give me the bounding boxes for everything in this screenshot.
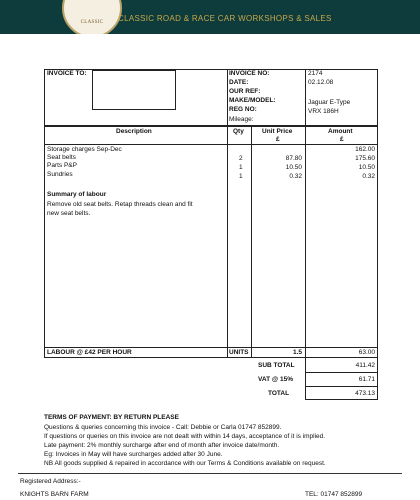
date-value: 02.12.08 xyxy=(308,79,334,86)
total-value: 473.13 xyxy=(355,390,375,397)
address-line: KNIGHTS BARN FARM xyxy=(20,491,89,498)
make-model-value: Jaguar E-Type xyxy=(308,99,351,106)
labour-label: LABOUR @ £42 PER HOUR xyxy=(47,349,132,356)
row-qty: 1 xyxy=(239,173,243,180)
row-description: Sundries xyxy=(47,171,73,178)
column-divider xyxy=(251,126,252,358)
labour-rule xyxy=(44,347,378,348)
company-banner xyxy=(0,0,420,34)
header-rule xyxy=(44,144,378,145)
column-divider xyxy=(305,126,306,358)
row-unit-price: 10.50 xyxy=(285,164,302,171)
terms-line: Late payment: 2% monthly surcharge after end of month after invoice date/month. xyxy=(44,442,280,449)
totals-rule xyxy=(305,386,378,387)
make-model-label: MAKE/MODEL: xyxy=(229,97,276,104)
subtotal-value: 411.42 xyxy=(355,362,375,369)
our-ref-label: OUR REF: xyxy=(229,88,261,95)
unit-price-currency: £ xyxy=(276,136,280,143)
totals-rule xyxy=(305,372,378,373)
amount-header: Amount xyxy=(328,128,353,135)
date-label: DATE: xyxy=(229,79,249,86)
summary-line: new seat belts. xyxy=(47,210,91,217)
registered-address-label: Registered Address:- xyxy=(20,478,81,485)
reg-no-label: REG NO: xyxy=(229,106,257,113)
row-amount: 175.60 xyxy=(355,155,375,162)
company-logo xyxy=(62,0,122,34)
summary-title: Summary of labour xyxy=(47,191,107,198)
reg-no-value: VRX 186H xyxy=(308,108,339,115)
invoice-no-label: INVOICE NO: xyxy=(229,70,270,77)
recipient-address-box xyxy=(92,70,176,110)
divider xyxy=(305,69,306,126)
row-unit-price: 0.32 xyxy=(289,173,302,180)
row-qty: 1 xyxy=(239,164,243,171)
total-label: TOTAL xyxy=(268,390,290,397)
telephone: TEL: 01747 852899 xyxy=(305,491,363,498)
unit-price-header: Unit Price xyxy=(262,128,293,135)
row-amount: 0.32 xyxy=(362,173,375,180)
logo-text: CLASSIC xyxy=(80,20,104,25)
terms-line: If questions or queries on this invoice are not dealt with within 14 days, acceptance of it is implied. xyxy=(44,433,326,440)
company-tagline: CLASSIC ROAD & RACE CAR WORKSHOPS & SALES xyxy=(118,14,332,23)
invoice-to-label: INVOICE TO: xyxy=(47,70,87,77)
summary-line: Remove old seat belts. Retap threads clean and fit xyxy=(47,201,193,208)
mileage-label: Mileage: xyxy=(229,116,254,123)
terms-line: Questions & queries concerning this invoice - Call: Debbie or Carla 01747 852899. xyxy=(44,424,282,431)
row-amount: 10.50 xyxy=(358,164,375,171)
terms-title: TERMS OF PAYMENT: BY RETURN PLEASE xyxy=(44,414,179,421)
invoice-no-value: 2174 xyxy=(308,70,323,77)
units-label: UNITS xyxy=(229,349,249,356)
vat-value: 61.71 xyxy=(358,376,375,383)
terms-line: Eg: Invoices in May will have surcharges added after 30 June. xyxy=(44,451,223,458)
labour-amount: 63.00 xyxy=(358,349,375,356)
vat-label: VAT @ 15% xyxy=(258,376,293,383)
amount-currency: £ xyxy=(340,136,344,143)
footer-divider xyxy=(18,473,402,474)
qty-header: Qty xyxy=(233,128,244,135)
divider xyxy=(227,69,228,126)
description-header: Description xyxy=(116,128,152,135)
subtotal-label: SUB TOTAL xyxy=(258,362,295,369)
terms-line: NB All goods supplied & repaired in accordance with our Terms & Conditions available on request. xyxy=(44,460,326,467)
row-description: Parts P&P xyxy=(47,162,77,169)
column-divider xyxy=(227,126,228,358)
units-value: 1.5 xyxy=(292,349,302,356)
row-description: Seat belts xyxy=(47,154,76,161)
row-description: Storage charges Sep-Dec xyxy=(47,146,122,153)
row-unit-price: 87.80 xyxy=(285,155,302,162)
row-qty: 2 xyxy=(239,155,243,162)
items-table xyxy=(44,126,378,358)
row-amount: 162.00 xyxy=(355,146,375,153)
